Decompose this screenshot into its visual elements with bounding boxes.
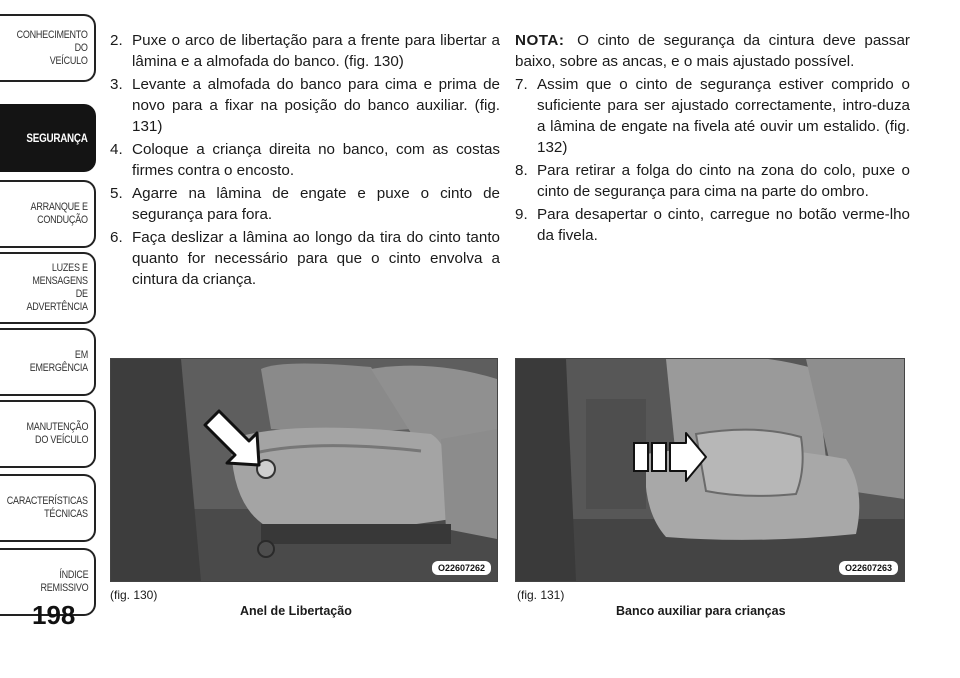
list-item [110, 227, 500, 290]
booster-seat-illustration [516, 359, 904, 581]
page-number: 198 [32, 600, 76, 630]
tab-manutencao-do-veiculo[interactable] [0, 400, 96, 468]
note [515, 30, 910, 72]
figure-code: O22607262 [432, 561, 491, 575]
figure-label: (fig. 130) [110, 588, 158, 602]
figure-caption: Banco auxiliar para crianças [616, 604, 786, 618]
tab-seguranca[interactable] [0, 104, 96, 172]
figure-caption: Anel de Libertação [240, 604, 352, 618]
tab-caracteristicas-tecnicas[interactable] [0, 474, 96, 542]
note-text: O cinto de segurança da cintura deve passar baixo, sobre as ancas, e o mais ajustado possível. [515, 32, 910, 70]
list-item [110, 183, 500, 225]
tab-luzes-e-mensagens[interactable] [0, 252, 96, 324]
tab-label: SEGURANÇA [26, 130, 88, 145]
item-number: 3. [110, 76, 123, 93]
tab-label: MANUTENÇÃO DO VEÍCULO [26, 421, 88, 446]
item-text: Puxe o arco de libertação para a frente para libertar a lâmina e a almofada do banco. (fig. 130) [132, 32, 500, 70]
item-number: 6. [110, 229, 123, 246]
list-item [110, 30, 500, 72]
tab-label: CONHECIMENTO DO VEÍCULO [16, 28, 88, 67]
figure-130-photo [110, 358, 498, 582]
list-item [110, 139, 500, 181]
tab-label: EM EMERGÊNCIA [29, 349, 88, 374]
item-text: Assim que o cinto de segurança estiver comprido o suficiente para ser ajustado correctamente, intro-duza a lâmina de engate na fivela até ouvir um estalido. (fig. 132) [537, 76, 910, 156]
list-item [515, 204, 910, 246]
note-label: NOTA: [515, 32, 565, 49]
list-item [515, 74, 910, 158]
item-text: Levante a almofada do banco para cima e prima de novo para a fixar na posição do banco auxiliar. (fig. 131) [132, 76, 500, 135]
item-text: Para retirar a folga do cinto na zona do colo, puxe o cinto de segurança para cima na parte do ombro. [537, 162, 910, 200]
item-text: Agarre na lâmina de engate e puxe o cinto de segurança para fora. [132, 185, 500, 223]
chapter-tabs [0, 0, 100, 640]
item-text: Para desapertar o cinto, carregue no botão verme-lho da fivela. [537, 206, 910, 244]
item-number: 4. [110, 141, 123, 158]
item-number: 9. [515, 206, 528, 223]
tab-conhecimento-do-veiculo[interactable] [0, 14, 96, 82]
figure-131-photo [515, 358, 905, 582]
item-number: 7. [515, 76, 528, 93]
item-text: Coloque a criança direita no banco, com as costas firmes contra o encosto. [132, 141, 500, 179]
item-number: 8. [515, 162, 528, 179]
item-number: 2. [110, 32, 123, 49]
seat-release-illustration [111, 359, 497, 581]
tab-label: LUZES E MENSAGENS DE ADVERTÊNCIA [26, 262, 88, 313]
figure-label: (fig. 131) [517, 588, 565, 602]
tab-label: ARRANQUE E CONDUÇÃO [30, 201, 88, 226]
tab-label: ÍNDICE REMISSIVO [40, 569, 88, 594]
right-column [515, 30, 910, 248]
item-number: 5. [110, 185, 123, 202]
list-item [110, 74, 500, 137]
tab-label: CARACTERÍSTICAS TÉCNICAS [6, 495, 88, 520]
list-item [515, 160, 910, 202]
left-column [110, 30, 500, 292]
figure-code: O22607263 [839, 561, 898, 575]
tab-em-emergencia[interactable] [0, 328, 96, 396]
tab-arranque-e-conducao[interactable] [0, 180, 96, 248]
item-text: Faça deslizar a lâmina ao longo da tira do cinto tanto quanto for necessário para que o cinto envolva a cintura da criança. [132, 229, 500, 288]
